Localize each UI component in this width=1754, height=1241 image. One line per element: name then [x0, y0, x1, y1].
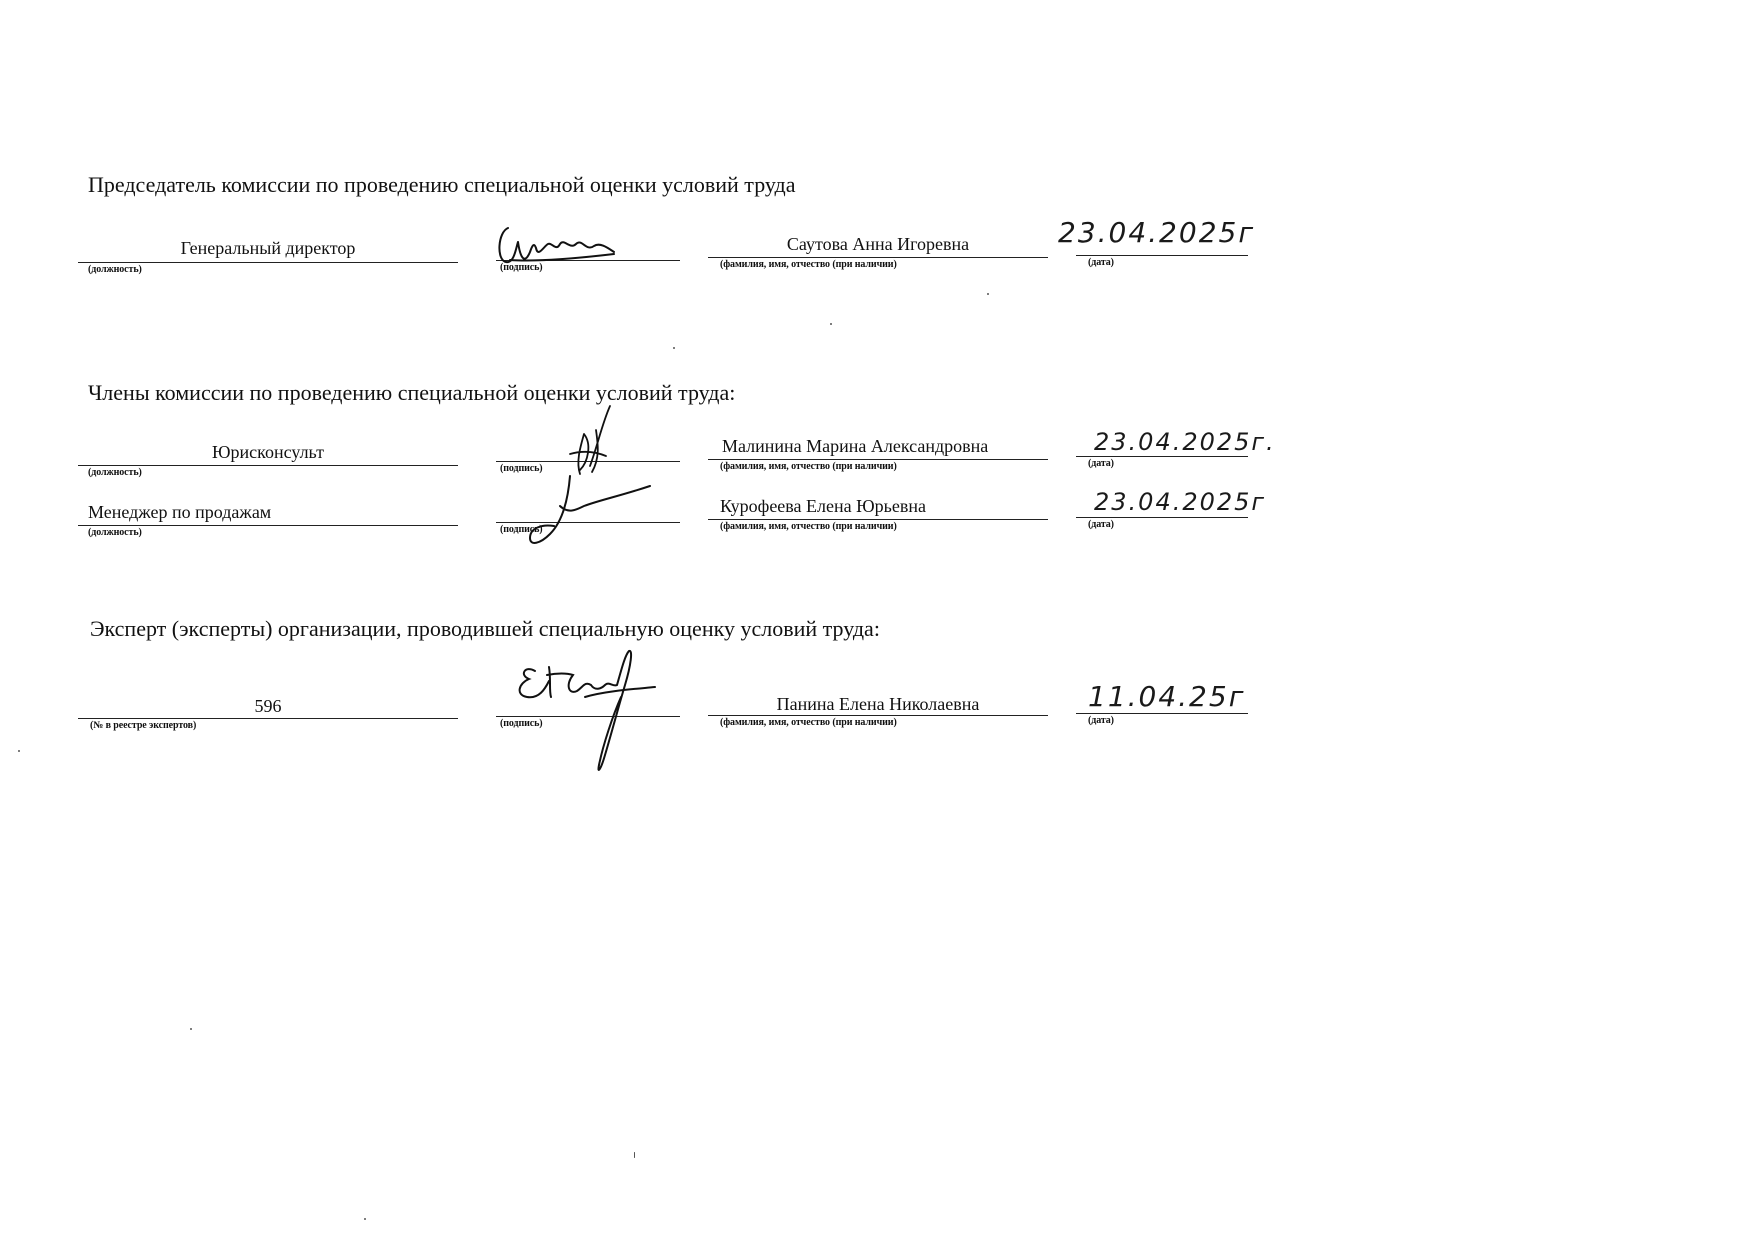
chairman-date: 23.04.2025г: [1058, 216, 1256, 249]
expert-heading: Эксперт (эксперты) организации, проводившей специальную оценку условий труда:: [90, 616, 880, 641]
chairman-name-line: [708, 257, 1048, 258]
member-2-date-line: [1076, 517, 1248, 518]
member-1-signature-caption: (подпись): [500, 463, 543, 474]
member-2-position-line: [78, 525, 458, 526]
chairman-signature: [490, 222, 620, 272]
member-2-signature: [510, 470, 660, 550]
scan-speck: [830, 323, 832, 325]
member-2-position-caption: (должность): [88, 527, 142, 538]
chairman-name-caption: (фамилия, имя, отчество (при наличии): [720, 259, 897, 270]
member-1-position: Юрисконсульт: [212, 442, 324, 462]
member-1-name-line: [708, 459, 1048, 460]
expert-date: 11.04.25г: [1088, 680, 1246, 713]
expert-registry-caption: (№ в реестре экспертов): [90, 720, 197, 731]
chairman-position-line: [78, 262, 458, 263]
member-2-date-caption: (дата): [1088, 519, 1114, 530]
member-2-name: Курофеева Елена Юрьевна: [720, 496, 926, 516]
expert-name-caption: (фамилия, имя, отчество (при наличии): [720, 717, 897, 728]
expert-signature-caption: (подпись): [500, 718, 543, 729]
member-2-date: 23.04.2025г: [1094, 488, 1267, 516]
member-1-date-caption: (дата): [1088, 458, 1114, 469]
member-1-name: Малинина Марина Александровна: [722, 436, 989, 456]
chairman-position-caption: (должность): [88, 264, 142, 275]
scan-speck: [673, 347, 675, 349]
chairman-name: Саутова Анна Игоревна: [786, 234, 970, 254]
chairman-heading: Председатель комиссии по проведению специальной оценки условий труда: [88, 172, 796, 197]
chairman-date-line: [1076, 255, 1248, 256]
chairman-signature-caption: (подпись): [500, 262, 543, 273]
scan-speck: [364, 1218, 366, 1220]
member-2-position: Менеджер по продажам: [88, 502, 272, 522]
member-1-position-caption: (должность): [88, 467, 142, 478]
expert-registry-line: [78, 718, 458, 719]
expert-name: Панина Елена Николаевна: [776, 694, 980, 714]
expert-date-caption: (дата): [1088, 715, 1114, 726]
expert-signature: [505, 645, 665, 785]
scan-speck: [18, 750, 20, 752]
member-1-date: 23.04.2025г.: [1094, 428, 1276, 456]
expert-date-line: [1076, 713, 1248, 714]
chairman-position: Генеральный директор: [180, 238, 356, 258]
expert-name-line: [708, 715, 1048, 716]
scan-speck: [634, 1152, 635, 1158]
members-heading: Члены комиссии по проведению специальной оценки условий труда:: [88, 380, 736, 405]
member-1-name-caption: (фамилия, имя, отчество (при наличии): [720, 461, 897, 472]
chairman-date-caption: (дата): [1088, 257, 1114, 268]
member-1-date-line: [1076, 456, 1248, 457]
expert-registry-number: 596: [254, 696, 282, 716]
scan-speck: [190, 1028, 192, 1030]
member-2-name-caption: (фамилия, имя, отчество (при наличии): [720, 521, 897, 532]
member-1-position-line: [78, 465, 458, 466]
scan-speck: [987, 293, 989, 295]
member-2-signature-caption: (подпись): [500, 524, 543, 535]
member-2-name-line: [708, 519, 1048, 520]
